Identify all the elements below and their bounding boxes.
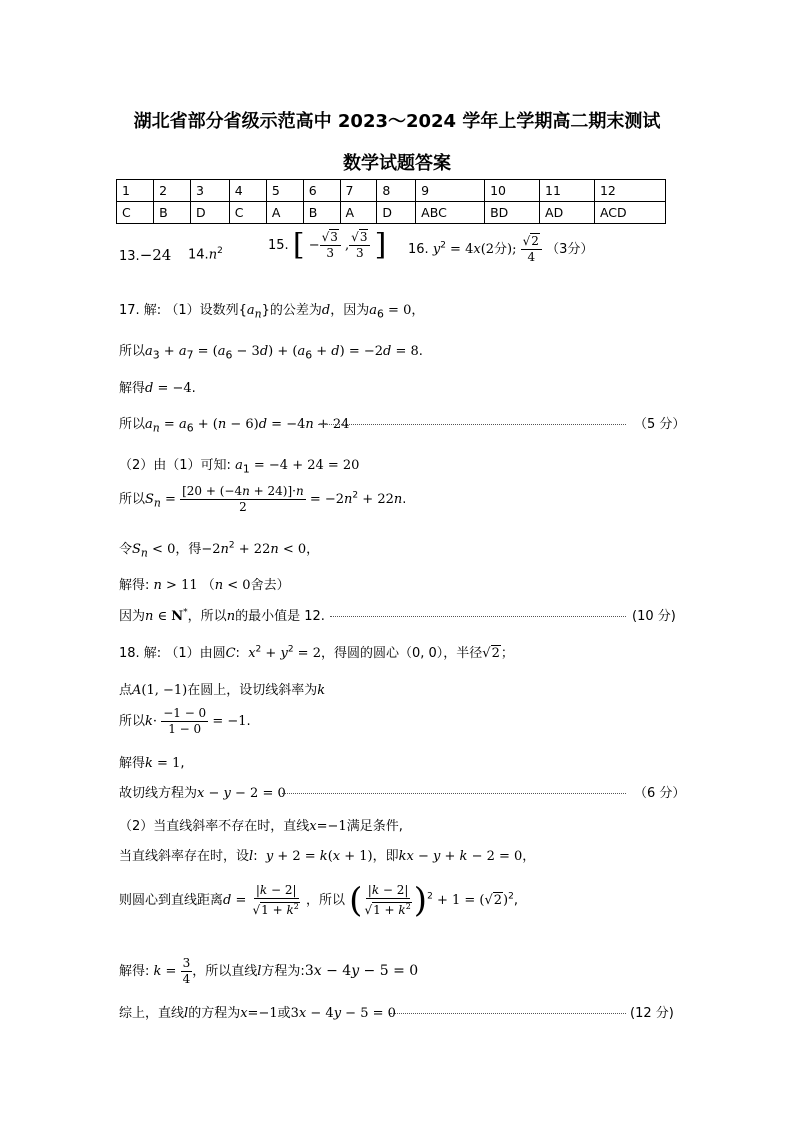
- q18-line-1: 18. 解: （1）由圆C: $x^2 + y^2 = 2$，得圆的圆心（0, 0），半径√2；: [119, 644, 514, 661]
- q17-line-9: 因为n ∈ N*，所以n的最小值是 12.: [119, 607, 325, 624]
- table-cell: AD: [540, 202, 595, 224]
- score-label: （6 分）: [634, 786, 686, 801]
- q18-line-7: 当直线斜率存在时，设l: y + 2 = k(x + 1)，即kx − y + k − 2 = 0，: [119, 849, 536, 864]
- score-label: （5 分）: [634, 417, 686, 432]
- q18-line-9: 解得: k = $\frac{3}{4}$ ，所以直线l方程为:3x − 4y − 5 = 0: [119, 956, 419, 986]
- fill-answer-16: 16. $y^2 = 4x(2$分); $\frac{√2}{4}$ （3分）: [408, 234, 594, 264]
- q17-line-1: 17. 解: （1）设数列$\{a_n\}$的公差为d，因为$a_6 = 0$，: [119, 303, 425, 321]
- q18-line-3: 所以k· $\frac{-1 - 0}{1 - 0}$ = −1.: [119, 706, 251, 736]
- q18-line-10: 综上，直线l的方程为x=−1或3x − 4y − 5 = 0: [119, 1006, 396, 1021]
- table-cell: 1: [117, 180, 154, 202]
- answer-table: [116, 179, 666, 224]
- table-cell: B: [154, 202, 191, 224]
- score-label: (10 分): [632, 609, 676, 624]
- q18-line-4: 解得k = 1,: [119, 756, 185, 771]
- table-cell: 11: [540, 180, 595, 202]
- table-cell: C: [117, 202, 154, 224]
- q17-line-7: 令$S_n < 0$，得$-2n^2 + 22n < 0$，: [119, 540, 320, 560]
- table-cell: 10: [485, 180, 540, 202]
- q18-line-8: 则圆心到直线距离d = $\frac{|k - 2|}{√1 + k^2}$ ，所以 ( $\frac{|k - 2|}{√1 + k^2}$ )$^2 + 1 = (√2)^2$,: [119, 880, 518, 921]
- table-cell: 7: [340, 180, 377, 202]
- page-title: 湖北省部分省级示范高中 2023～2024 学年上学期高二期末测试: [133, 111, 661, 132]
- q17-line-2: 所以$a_3 + a_7 = (a_6 - 3d) + (a_6 + d) = -2d = 8$.: [119, 344, 423, 362]
- leader-dots: [318, 424, 626, 425]
- leader-dots: [390, 1013, 626, 1014]
- table-cell: ABC: [416, 202, 485, 224]
- table-cell: 6: [303, 180, 340, 202]
- leader-dots: [282, 793, 626, 794]
- fill-answer-15: 15. [ − $\frac{√3}{3}$ , $\frac{√3}{3}$ ]: [268, 227, 387, 263]
- q17-line-4: 所以$a_n = a_6 + (n - 6)d = -4n + 24$: [119, 417, 350, 435]
- leader-dots: [330, 616, 626, 617]
- table-cell: A: [340, 202, 377, 224]
- page-subtitle: 数学试题答案: [343, 153, 451, 174]
- table-cell: 3: [190, 180, 229, 202]
- table-cell: 5: [266, 180, 303, 202]
- table-cell: 12: [594, 180, 665, 202]
- q17-line-6: 所以$S_n$ = $\frac{[20 + (-4n + 24)]\cdot n}{2}$ = $-2n^2 + 22n$.: [119, 484, 407, 514]
- q18-line-6: （2）当直线斜率不存在时，直线x=−1满足条件,: [119, 819, 403, 834]
- table-cell: BD: [485, 202, 540, 224]
- table-cell: 9: [416, 180, 485, 202]
- q17-line-8: 解得: n > 11 （n < 0舍去）: [119, 578, 290, 593]
- table-cell: C: [229, 202, 266, 224]
- score-label: (12 分): [630, 1006, 674, 1021]
- q18-line-5: 故切线方程为x − y − 2 = 0: [119, 786, 286, 801]
- table-cell: D: [190, 202, 229, 224]
- table-cell: B: [303, 202, 340, 224]
- q18-line-2: 点A(1, −1)在圆上，设切线斜率为k: [119, 683, 326, 698]
- fill-answer-14: $14.n^2$: [188, 246, 223, 263]
- table-cell: 2: [154, 180, 191, 202]
- table-row-numbers: [117, 180, 666, 202]
- q17-line-5: （2）由（1）可知: $a_1 = -4 + 24 = 20$: [119, 458, 360, 476]
- fill-answer-13: 13.−24: [119, 246, 172, 264]
- table-cell: ACD: [594, 202, 665, 224]
- table-cell: D: [377, 202, 416, 224]
- q17-line-3: 解得d = −4.: [119, 381, 196, 396]
- table-cell: 8: [377, 180, 416, 202]
- table-row-answers: [117, 202, 666, 224]
- table-cell: 4: [229, 180, 266, 202]
- table-cell: A: [266, 202, 303, 224]
